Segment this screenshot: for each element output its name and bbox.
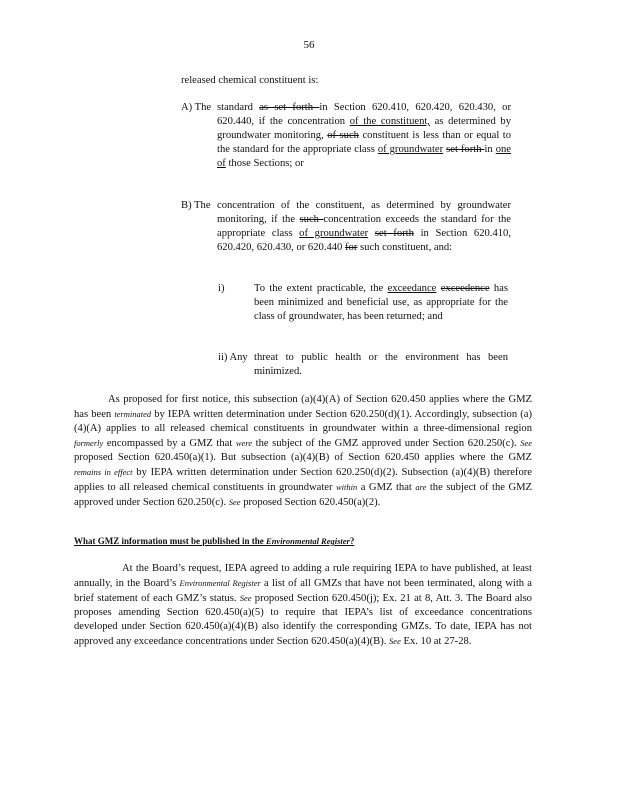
paragraph-first-notice xyxy=(74,393,532,510)
text-segment: one of xyxy=(217,144,511,169)
text-segment: ? xyxy=(349,536,355,546)
text-segment: were xyxy=(235,438,253,448)
item-b-text xyxy=(217,199,511,255)
page-number: 56 xyxy=(303,39,315,51)
section-heading xyxy=(74,534,532,548)
text-segment: the subject of the GMZ approved under Section 620.250(c). xyxy=(252,438,521,449)
text-segment: terminated xyxy=(114,409,152,419)
text-segment: formerly xyxy=(74,438,104,448)
text-segment: for xyxy=(345,242,358,253)
text-segment: as set forth xyxy=(259,102,320,113)
text-segment: At the Board’s request, IEPA agreed to adding a rule requiring IEPA to have published, at least annually, in the Board’s xyxy=(74,563,532,589)
text-segment: a GMZ that xyxy=(357,482,416,493)
text-segment: has been minimized and beneficial use, as appropriate for the class of groundwater, has been returned; and xyxy=(254,283,508,322)
sub-item-i-label: i) xyxy=(218,283,225,294)
text-segment: of groundwater xyxy=(299,228,369,239)
text-segment: a list of all GMZs that have not been terminated, along with a brief statement of each GMZ’s status. xyxy=(74,578,533,604)
text-segment: See xyxy=(520,438,532,448)
text-segment: concentration of the constituent, as determined by groundwater monitoring, if the xyxy=(217,200,511,225)
text-segment: concentration exceeds the standard for the appropriate class xyxy=(217,214,512,239)
text-segment: proposed Section 620.450(j); Ex. 21 at 8, Att. 3. The Board also proposes amending Section 620.450(a)(5) to require that IEPA’s list of exceedance concentrations developed under Section 620.450(a)(4)(B) also identify the corresponding GMZs. To date, IEPA has not approved any exceedance concentrations under Section 620.450(a)(4)(B). xyxy=(74,593,532,647)
text-segment: To the extent practicable, the xyxy=(254,283,388,294)
sub-item-i-text xyxy=(254,282,508,324)
text-segment: See xyxy=(228,497,241,507)
text-segment: remains in effect xyxy=(74,467,133,477)
text-segment: proposed Section 620.450(a)(1). But subsection (a)(4)(B) of Section 620.450 applies where the GMZ xyxy=(74,452,532,463)
text-segment: of the constituent, xyxy=(349,116,430,127)
intro-line: released chemical constituent is: xyxy=(181,75,319,86)
text-segment: by IEPA written determination under Section 620.250(d)(2). Subsection (a)(4)(B) therefore applies to all released chemical constituents in groundwater xyxy=(74,467,532,493)
text-segment: such constituent, and: xyxy=(357,242,453,253)
sub-item-i xyxy=(218,282,508,324)
sub-item-ii-text xyxy=(254,351,508,379)
item-a-label: A) The xyxy=(181,102,212,113)
text-segment: those Sections; or xyxy=(225,158,304,169)
text-segment: such xyxy=(299,214,324,225)
text-segment: proposed Section 620.450(a)(2). xyxy=(240,497,381,508)
text-segment: See xyxy=(389,636,401,646)
text-segment: set forth xyxy=(446,144,485,155)
sub-item-ii xyxy=(218,351,508,379)
text-segment: the subject of the GMZ approved under Section 620.250(c). xyxy=(74,482,533,508)
sub-item-ii-label: ii) Any xyxy=(218,352,248,363)
paragraph-board-request xyxy=(74,562,532,649)
text-segment: of groundwater xyxy=(377,144,444,155)
text-segment: threat to public health or the environment has been minimized. xyxy=(254,352,508,377)
text-segment: Ex. 10 at 27-28. xyxy=(400,636,472,647)
item-b-label: B) The xyxy=(181,200,211,211)
text-segment xyxy=(368,228,375,239)
text-segment: in Section 620.410, 620.420, 620.430, or 620.440, if the concentration xyxy=(217,102,511,127)
text-segment: standard xyxy=(217,102,260,113)
text-segment: exceedence xyxy=(440,283,490,294)
text-segment: As proposed for first notice, this subsection (a)(4)(A) of Section 620.450 applies where the GMZ has been xyxy=(74,394,532,420)
text-segment: as determined by groundwater monitoring, xyxy=(217,116,511,141)
text-segment: Environmental Register xyxy=(179,578,261,588)
text-segment: in xyxy=(484,144,496,155)
item-a-text xyxy=(217,101,511,171)
text-segment: within xyxy=(336,482,358,492)
text-segment: set forth xyxy=(374,228,414,239)
text-segment: in Section 620.410, 620.420, 620.430, or 620.440 xyxy=(217,228,511,253)
item-a xyxy=(181,101,511,171)
text-segment: What GMZ information must be published in the xyxy=(74,536,267,546)
text-segment: See xyxy=(239,593,252,603)
item-b xyxy=(181,199,511,255)
text-segment: constituent is less than or equal to the standard for the appropriate class xyxy=(217,130,511,155)
text-segment: encompassed by a GMZ that xyxy=(103,438,236,449)
text-segment: exceedance xyxy=(387,283,437,294)
text-segment: Environmental Register xyxy=(266,536,350,546)
text-segment: by IEPA written determination under Section 620.250(d)(1). Accordingly, subsection (a)(4)(A) applies to all released chemical constituents in groundwater within a three-dimensional region xyxy=(74,409,532,434)
text-segment: are xyxy=(415,482,427,492)
text-segment: of such xyxy=(327,130,359,141)
